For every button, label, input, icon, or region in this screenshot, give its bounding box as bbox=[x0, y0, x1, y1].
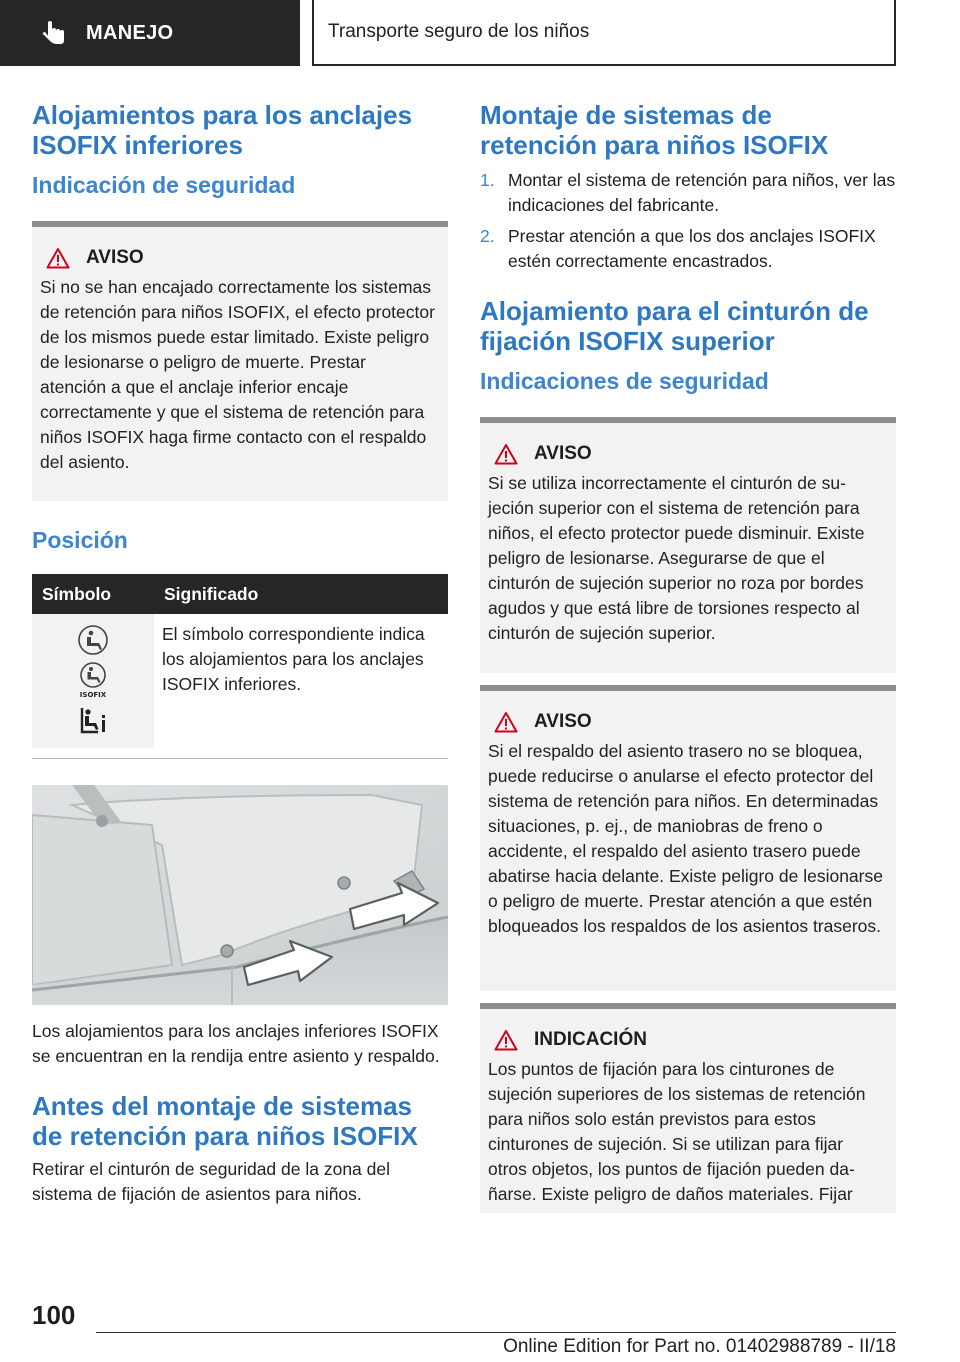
heading-before-mounting: Antes del montaje de sistemas de retención para niños ISOFIX bbox=[32, 1090, 418, 1151]
heading-safety: Indicación de seguridad bbox=[32, 172, 296, 198]
note-title bbox=[488, 1029, 884, 1051]
warning-triangle-icon bbox=[494, 711, 518, 733]
note-label: INDICACIÓN bbox=[534, 1029, 647, 1050]
photo-caption: Los alojamientos para los anclajes inferiores ISOFIX se encuentran en la rendija entre asiento y respaldo. bbox=[32, 1020, 440, 1066]
seat-illustration bbox=[32, 785, 448, 1005]
list-item bbox=[480, 224, 896, 274]
right-column bbox=[480, 100, 896, 1213]
page-header bbox=[0, 0, 960, 66]
warning-label: AVISO bbox=[86, 247, 144, 268]
child-seat-info-icon bbox=[76, 704, 110, 738]
meaning-text: El símbolo correspondiente indica los alojamientos para los anclajes ISOFIX inferiores. bbox=[162, 624, 425, 694]
table-row bbox=[32, 614, 448, 748]
warning-box bbox=[480, 417, 896, 673]
isofix-label: ISOFIX bbox=[79, 691, 107, 699]
list-item bbox=[480, 168, 896, 218]
edition-text: Online Edition for Part no. 01402988789 - II/18 bbox=[503, 1336, 896, 1357]
chapter-title: Transporte seguro de los niños bbox=[328, 21, 590, 42]
page-footer bbox=[0, 1290, 960, 1362]
column-header-meaning: Significado bbox=[154, 574, 448, 614]
warning-text: Si el respaldo del asiento trasero no se bloquea, puede reducirse o anularse el efecto protector del sistema de retención para niños. En determinadas situaciones, p. ej., de maniobras de freno o accidente, el respaldo del asiento trasero puede abatirse hacia delante. Existe peligro de lesionarse o peligro de muerte. Prestar atención a que estén bloqueados los respaldos de los asientos traseros. bbox=[488, 741, 883, 936]
warning-text: Si se utiliza incorrectamente el cinturón de sujeción superior con el sistema de retención para niños, el efecto protector puede disminuir. Existe peligro de lesionarse. Asegurarse de que el cinturón de sujeción superior no roza por bordes agudos y que está libre de torsiones respecto al cinturón de sujeción superior. bbox=[488, 473, 865, 643]
warning-triangle-icon bbox=[494, 443, 518, 465]
warning-triangle-icon bbox=[494, 1029, 518, 1051]
step-number: 2. bbox=[480, 226, 495, 246]
seat-anchor-photo bbox=[32, 785, 448, 1005]
section-label: MANEJO bbox=[86, 21, 174, 44]
chapter-title-box bbox=[312, 0, 896, 66]
table-header-row bbox=[32, 574, 448, 614]
table-spacer-row bbox=[32, 748, 448, 758]
note-box bbox=[480, 1003, 896, 1213]
step-text: Montar el sistema de retención para niños, ver las indicaciones del fabricante. bbox=[508, 170, 896, 215]
warning-triangle-icon bbox=[46, 247, 70, 269]
page-number: 100 bbox=[32, 1300, 76, 1330]
heading-position: Posición bbox=[32, 527, 128, 553]
isofix-child-seat-icon bbox=[73, 660, 113, 700]
warning-title bbox=[488, 711, 884, 733]
left-column bbox=[32, 100, 448, 1207]
warning-label: AVISO bbox=[534, 711, 592, 732]
child-seat-icon bbox=[76, 624, 110, 656]
heading-mounting: Montaje de sistemas de retención para niños ISOFIX bbox=[480, 100, 829, 160]
footer-divider bbox=[96, 1332, 896, 1333]
warning-title bbox=[40, 247, 436, 269]
meaning-cell bbox=[154, 614, 448, 748]
warning-box bbox=[480, 685, 896, 991]
symbol-cell bbox=[32, 614, 154, 748]
warning-title bbox=[488, 443, 884, 465]
column-header-symbol: Símbolo bbox=[32, 574, 154, 614]
mounting-steps bbox=[480, 168, 896, 274]
warning-text: Si no se han encajado correctamente los sistemas de retención para niños ISOFIX, el efecto protector de los mismos puede estar limitado. Existe peligro de lesionarse o peligro de muerte. Prestar atención a que el anclaje inferior encaje correctamente y que el sistema de retención para niños ISOFIX haga firme contacto con el respaldo del asiento. bbox=[40, 277, 435, 472]
warning-box bbox=[32, 221, 448, 501]
before-mounting-text: Retirar el cinturón de seguridad de la zona del sistema de fijación de asientos para niños. bbox=[32, 1158, 390, 1204]
heading-safety-notes: Indicaciones de seguridad bbox=[480, 368, 769, 394]
symbol-table bbox=[32, 574, 448, 759]
step-number: 1. bbox=[480, 170, 495, 190]
heading-tether: Alojamiento para el cinturón de fijación ISOFIX superior bbox=[480, 296, 869, 356]
steering-hand-icon bbox=[40, 19, 68, 47]
step-text: Prestar atención a que los dos anclajes ISOFIX estén correctamente encastrados. bbox=[508, 226, 876, 271]
section-tab bbox=[0, 0, 300, 66]
warning-label: AVISO bbox=[534, 443, 592, 464]
heading-anchors: Alojamientos para los anclajes ISOFIX inferiores bbox=[32, 100, 413, 160]
note-text: Los puntos de fijación para los cinturones de sujeción superiores de los sistemas de retención para niños solo están previstos para estos cinturones de sujeción. Si se utilizan para fijar otros objetos, los puntos de fijación pueden dañarse. Existe peligro de daños materiales. Fijar bbox=[488, 1059, 866, 1204]
